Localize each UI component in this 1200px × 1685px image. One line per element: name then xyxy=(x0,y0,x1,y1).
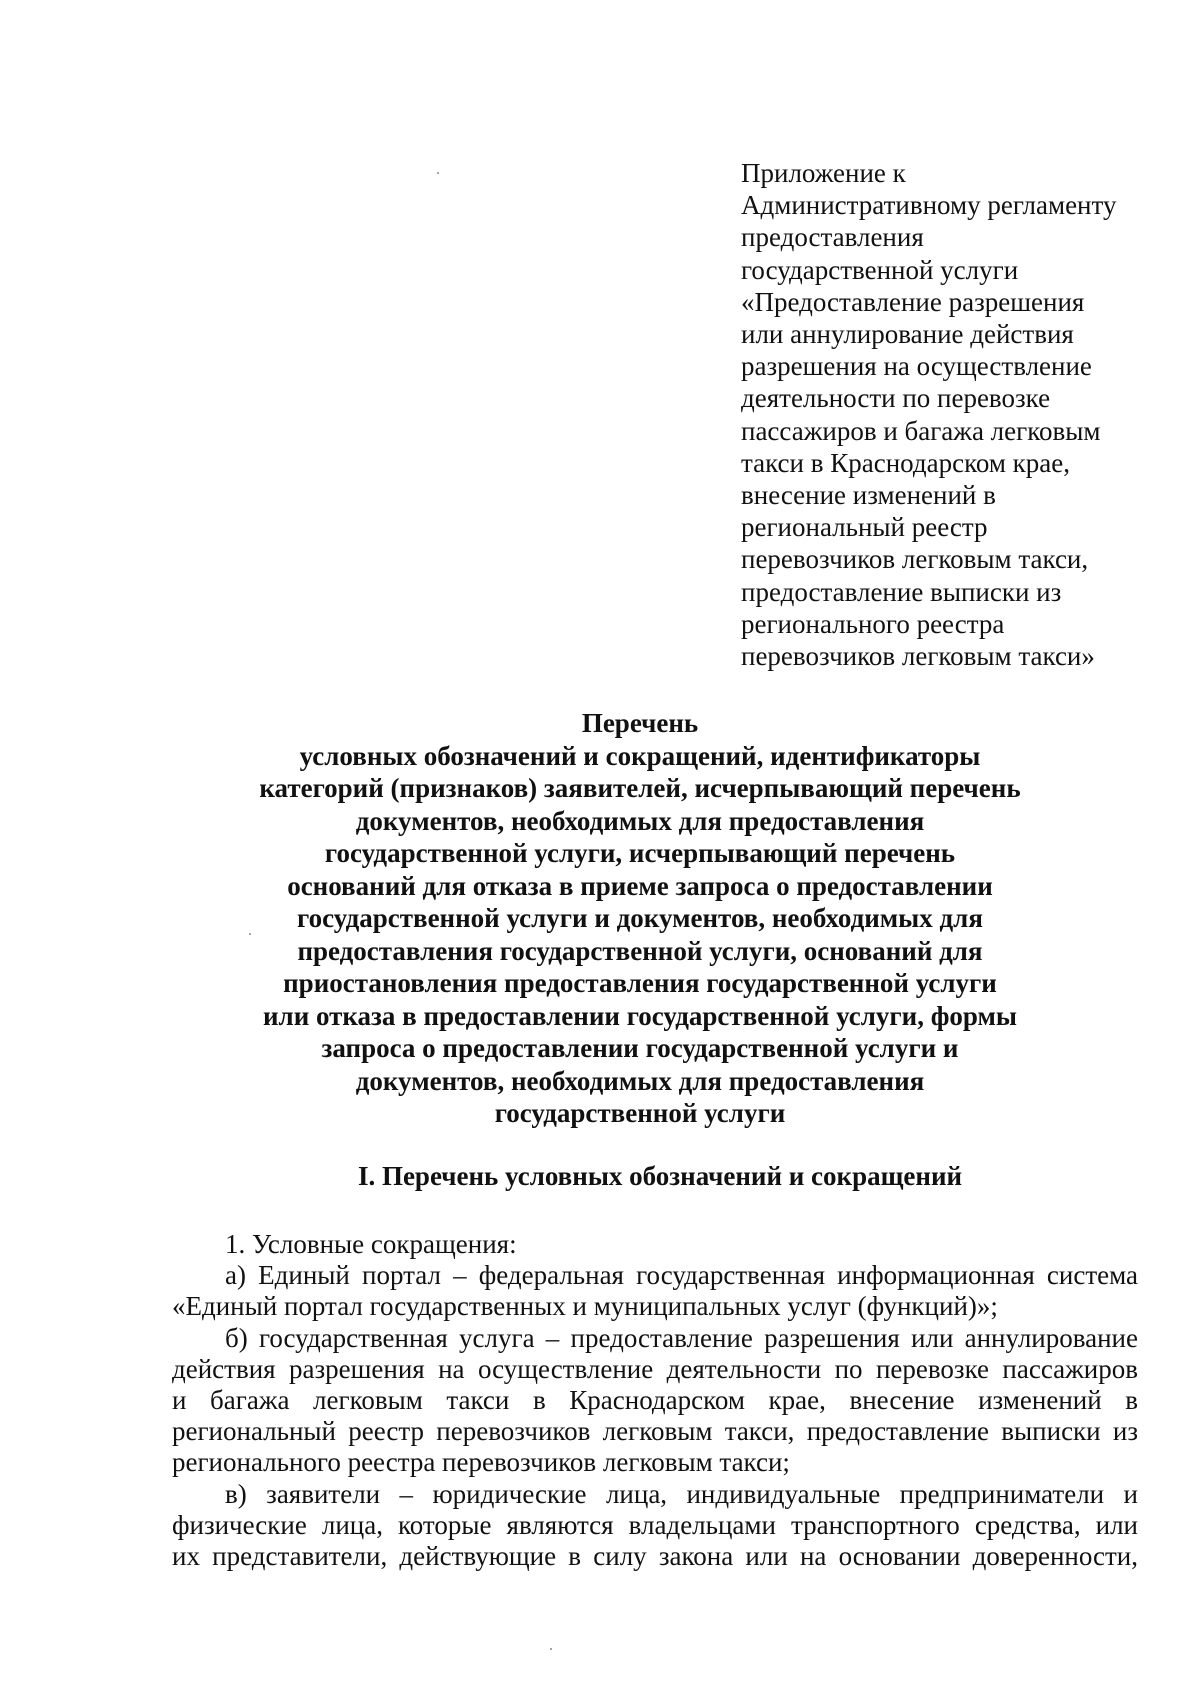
body-line: и багажа легковым такси в Краснодарском крае, внесение изменений в xyxy=(172,1385,1138,1416)
body-line: физические лица, которые являются владельцами транспортного средства, или xyxy=(172,1509,1138,1540)
appendix-line: «Предоставление разрешения xyxy=(741,286,1085,317)
body-text xyxy=(172,1229,1138,1572)
body-line: их представители, действующие в силу закона или на основании доверенности, xyxy=(172,1541,1138,1572)
body-line: региональный реестр перевозчиков легковым такси, предоставление выписки из xyxy=(172,1416,1138,1447)
appendix-line: Административному регламенту xyxy=(741,190,1117,221)
appendix-line: внесение изменений в xyxy=(741,480,996,511)
body-line: регионального реестра перевозчиков легковым такси; xyxy=(172,1447,790,1478)
title-line: или отказа в предоставлении государственной услуги, формы xyxy=(262,1000,1017,1031)
body-line: а) Единый портал – федеральная государственная информационная система xyxy=(225,1260,1138,1291)
title-line: запроса о предоставлении государственной услуги и xyxy=(321,1033,959,1063)
title-line: документов, необходимых для предоставления xyxy=(355,805,925,836)
appendix-line: региональный реестр xyxy=(741,512,988,543)
appendix-line: государственной услуги xyxy=(741,254,1019,285)
scan-speck xyxy=(249,933,251,935)
title-line: оснований для отказа в приеме запроса о предоставлении xyxy=(287,870,993,901)
scan-speck xyxy=(437,172,439,174)
body-line: б) государственная услуга – предоставление разрешения или аннулирование xyxy=(225,1322,1138,1353)
title-line: категорий (признаков) заявителей, исчерпывающий перечень xyxy=(259,773,1021,803)
title-line: государственной услуги и документов, необходимых для xyxy=(297,903,983,933)
appendix-line: перевозчиков легковым такси» xyxy=(741,641,1095,672)
appendix-line: перевозчиков легковым такси, xyxy=(741,544,1089,575)
title-line: приостановления предоставления государственной услуги xyxy=(283,968,997,998)
title-line: предоставления государственной услуги, оснований для xyxy=(297,935,983,966)
appendix-line: регионального реестра xyxy=(741,608,1005,639)
appendix-line: или аннулирование действия xyxy=(741,319,1074,350)
scan-speck xyxy=(550,1648,552,1650)
title-line: Перечень xyxy=(581,708,699,738)
appendix-line: пассажиров и багажа легковым xyxy=(741,415,1101,446)
appendix-line: Приложение к xyxy=(741,158,906,188)
document-title xyxy=(160,707,1120,1130)
body-line: 1. Условные сокращения: xyxy=(225,1229,517,1259)
body-line: в) заявители – юридические лица, индивидуальные предприниматели и xyxy=(225,1478,1138,1509)
body-line: «Единый портал государственных и муниципальных услуг (функций)»; xyxy=(172,1291,998,1322)
appendix-line: предоставление выписки из xyxy=(741,576,1062,607)
title-line: документов, необходимых для предоставления xyxy=(355,1065,925,1096)
title-line: государственной услуги, исчерпывающий перечень xyxy=(324,838,956,868)
appendix-line: разрешения на осуществление xyxy=(741,351,1092,382)
appendix-line: такси в Краснодарском крае, xyxy=(741,447,1070,478)
body-line: действия разрешения на осуществление деятельности по перевозке пассажиров xyxy=(172,1353,1138,1384)
appendix-line: деятельности по перевозке xyxy=(741,383,1051,414)
section-heading: I. Перечень условных обозначений и сокращений xyxy=(357,1161,963,1191)
title-line: государственной услуги xyxy=(494,1098,786,1128)
appendix-line: предоставления xyxy=(741,222,924,253)
title-line: условных обозначений и сокращений, идентификаторы xyxy=(299,740,981,771)
appendix-header xyxy=(741,157,1171,672)
